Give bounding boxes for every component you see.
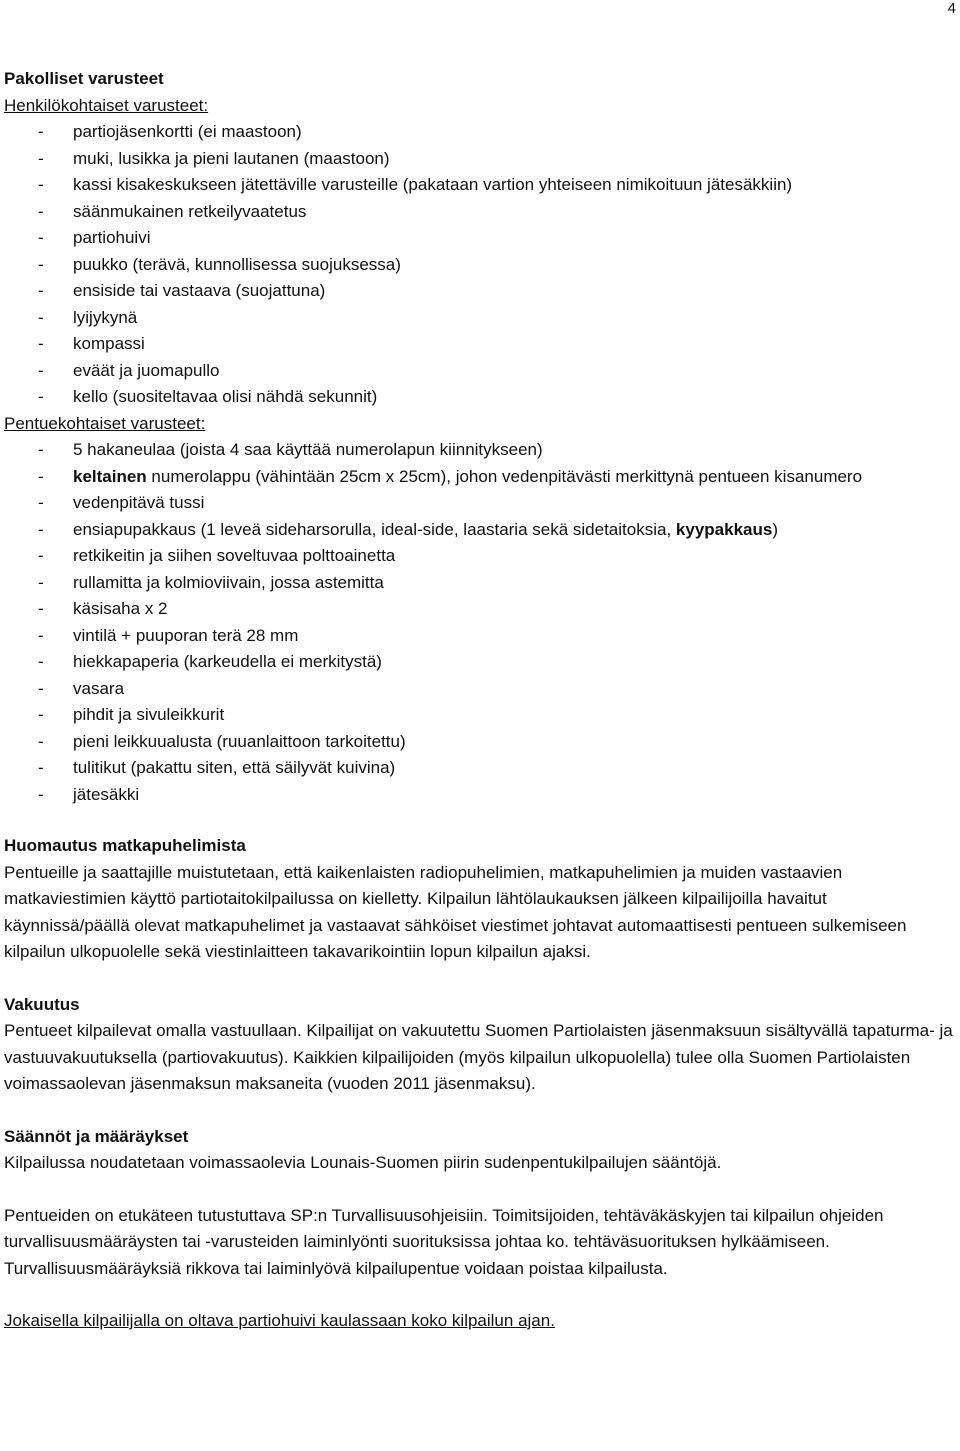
emphasis-text: kyypakkaus [675, 519, 773, 539]
patrol-equipment-list [4, 437, 954, 808]
rules-paragraph-2: Pentueiden on etukäteen tutustuttava SP:n Turvallisuusohjeisiin. Toimitsijoiden, tehtäväkäskyjen tai kilpailun ohjeiden turvallisuusmääräysten tai -varusteiden laiminlyönti suorituksissa johtaa ko. tehtäväsuorituksen hylkäämiseen. Turvallisuusmääräyksiä rikkova tai laiminlyövä kilpailupentue voidaan poistaa kilpailusta. [4, 1205, 884, 1278]
page-number: 4 [947, 0, 956, 17]
rules-paragraph-1: Kilpailussa noudatetaan voimassaolevia Lounais-Suomen piirin sudenpentukilpailujen sääntöjä. [4, 1153, 722, 1172]
document-body [4, 66, 954, 1335]
patrol-equipment-heading: Pentuekohtaiset varusteet: [4, 413, 206, 433]
list-item: - vasara [4, 676, 954, 703]
list-item-text: ) [772, 519, 778, 539]
list-item [4, 517, 954, 544]
list-item: - kassi kisakeskukseen jätettäville varusteille (pakataan vartion yhteiseen nimikoituun jätesäkkiin) [4, 172, 954, 199]
list-item: - muki, lusikka ja pieni lautanen (maastoon) [4, 146, 954, 173]
list-item: - partiojäsenkortti (ei maastoon) [4, 119, 954, 146]
list-item: - eväät ja juomapullo [4, 358, 954, 385]
list-item: - tulitikut (pakattu siten, että säilyvät kuivina) [4, 755, 954, 782]
list-item-text: ensiapupakkaus (1 leveä sideharsorulla, ideal-side, laastaria sekä sidetaitoksia, [73, 519, 676, 539]
emphasis-text: keltainen [73, 466, 147, 486]
list-item: - pieni leikkuualusta (ruuanlaittoon tarkoitettu) [4, 729, 954, 756]
list-item: - kello (suositeltavaa olisi nähdä sekunnit) [4, 384, 954, 411]
list-item: - vintilä + puuporan terä 28 mm [4, 623, 954, 650]
rules-heading: Säännöt ja määräykset [4, 1126, 189, 1146]
scarf-requirement-note: Jokaisella kilpailijalla on oltava partiohuivi kaulassaan koko kilpailun ajan. [4, 1311, 555, 1330]
list-item: - säänmukainen retkeilyvaatetus [4, 199, 954, 226]
list-item: - partiohuivi [4, 225, 954, 252]
insurance-heading: Vakuutus [4, 994, 80, 1014]
list-item: - lyijykynä [4, 305, 954, 332]
list-item-text: numerolappu (vähintään 25cm x 25cm), johon vedenpitävästi merkittynä pentueen kisanumero [146, 466, 863, 486]
insurance-paragraph: Pentueet kilpailevat omalla vastuullaan. Kilpailijat on vakuutettu Suomen Partiolaisten jäsenmaksuun sisältyvällä tapaturma- ja vastuuvakuutuksella (partiovakuutus). Kaikkien kilpailijoiden (myös kilpailun ulkopuolella) tulee olla Suomen Partiolaisten voimassaolevan jäsenmaksun maksaneita (vuoden 2011 jäsenmaksu). [4, 1021, 953, 1093]
list-item: - hiekkapaperia (karkeudella ei merkitystä) [4, 649, 954, 676]
list-item: - kompassi [4, 331, 954, 358]
list-item: - rullamitta ja kolmioviivain, jossa astemitta [4, 570, 954, 597]
list-item: - käsisaha x 2 [4, 596, 954, 623]
list-item: - 5 hakaneulaa (joista 4 saa käyttää numerolapun kiinnitykseen) [4, 437, 954, 464]
list-item: - pihdit ja sivuleikkurit [4, 702, 954, 729]
personal-equipment-list [4, 119, 954, 411]
personal-equipment-heading: Henkilökohtaiset varusteet: [4, 95, 209, 115]
list-item: - jätesäkki [4, 782, 954, 809]
mandatory-equipment-heading: Pakolliset varusteet [4, 69, 164, 88]
list-item: - vedenpitävä tussi [4, 490, 954, 517]
list-item: - ensiside tai vastaava (suojattuna) [4, 278, 954, 305]
phones-paragraph: Pentueille ja saattajille muistutetaan, että kaikenlaisten radiopuhelimien, matkapuhelimien ja muiden vastaavien matkaviestimien käyttö partiotaitokilpailussa on kielletty. Kilpailun lähtölaukauksen jälkeen kilpailijoilla havaitut käynnissä/päällä olevat matkapuhelimet ja vastaavat sähköiset viestimet johtavat automaattisesti pentueen sulkemiseen kilpailun ulkopuolelle sekä viestinlaitteen takavarikointiin lopun kilpailun ajaksi. [4, 862, 907, 961]
phones-heading: Huomautus matkapuhelimista [4, 836, 246, 855]
list-item: - retkikeitin ja siihen soveltuvaa polttoainetta [4, 543, 954, 570]
list-item [4, 464, 954, 491]
list-item: - puukko (terävä, kunnollisessa suojuksessa) [4, 252, 954, 279]
